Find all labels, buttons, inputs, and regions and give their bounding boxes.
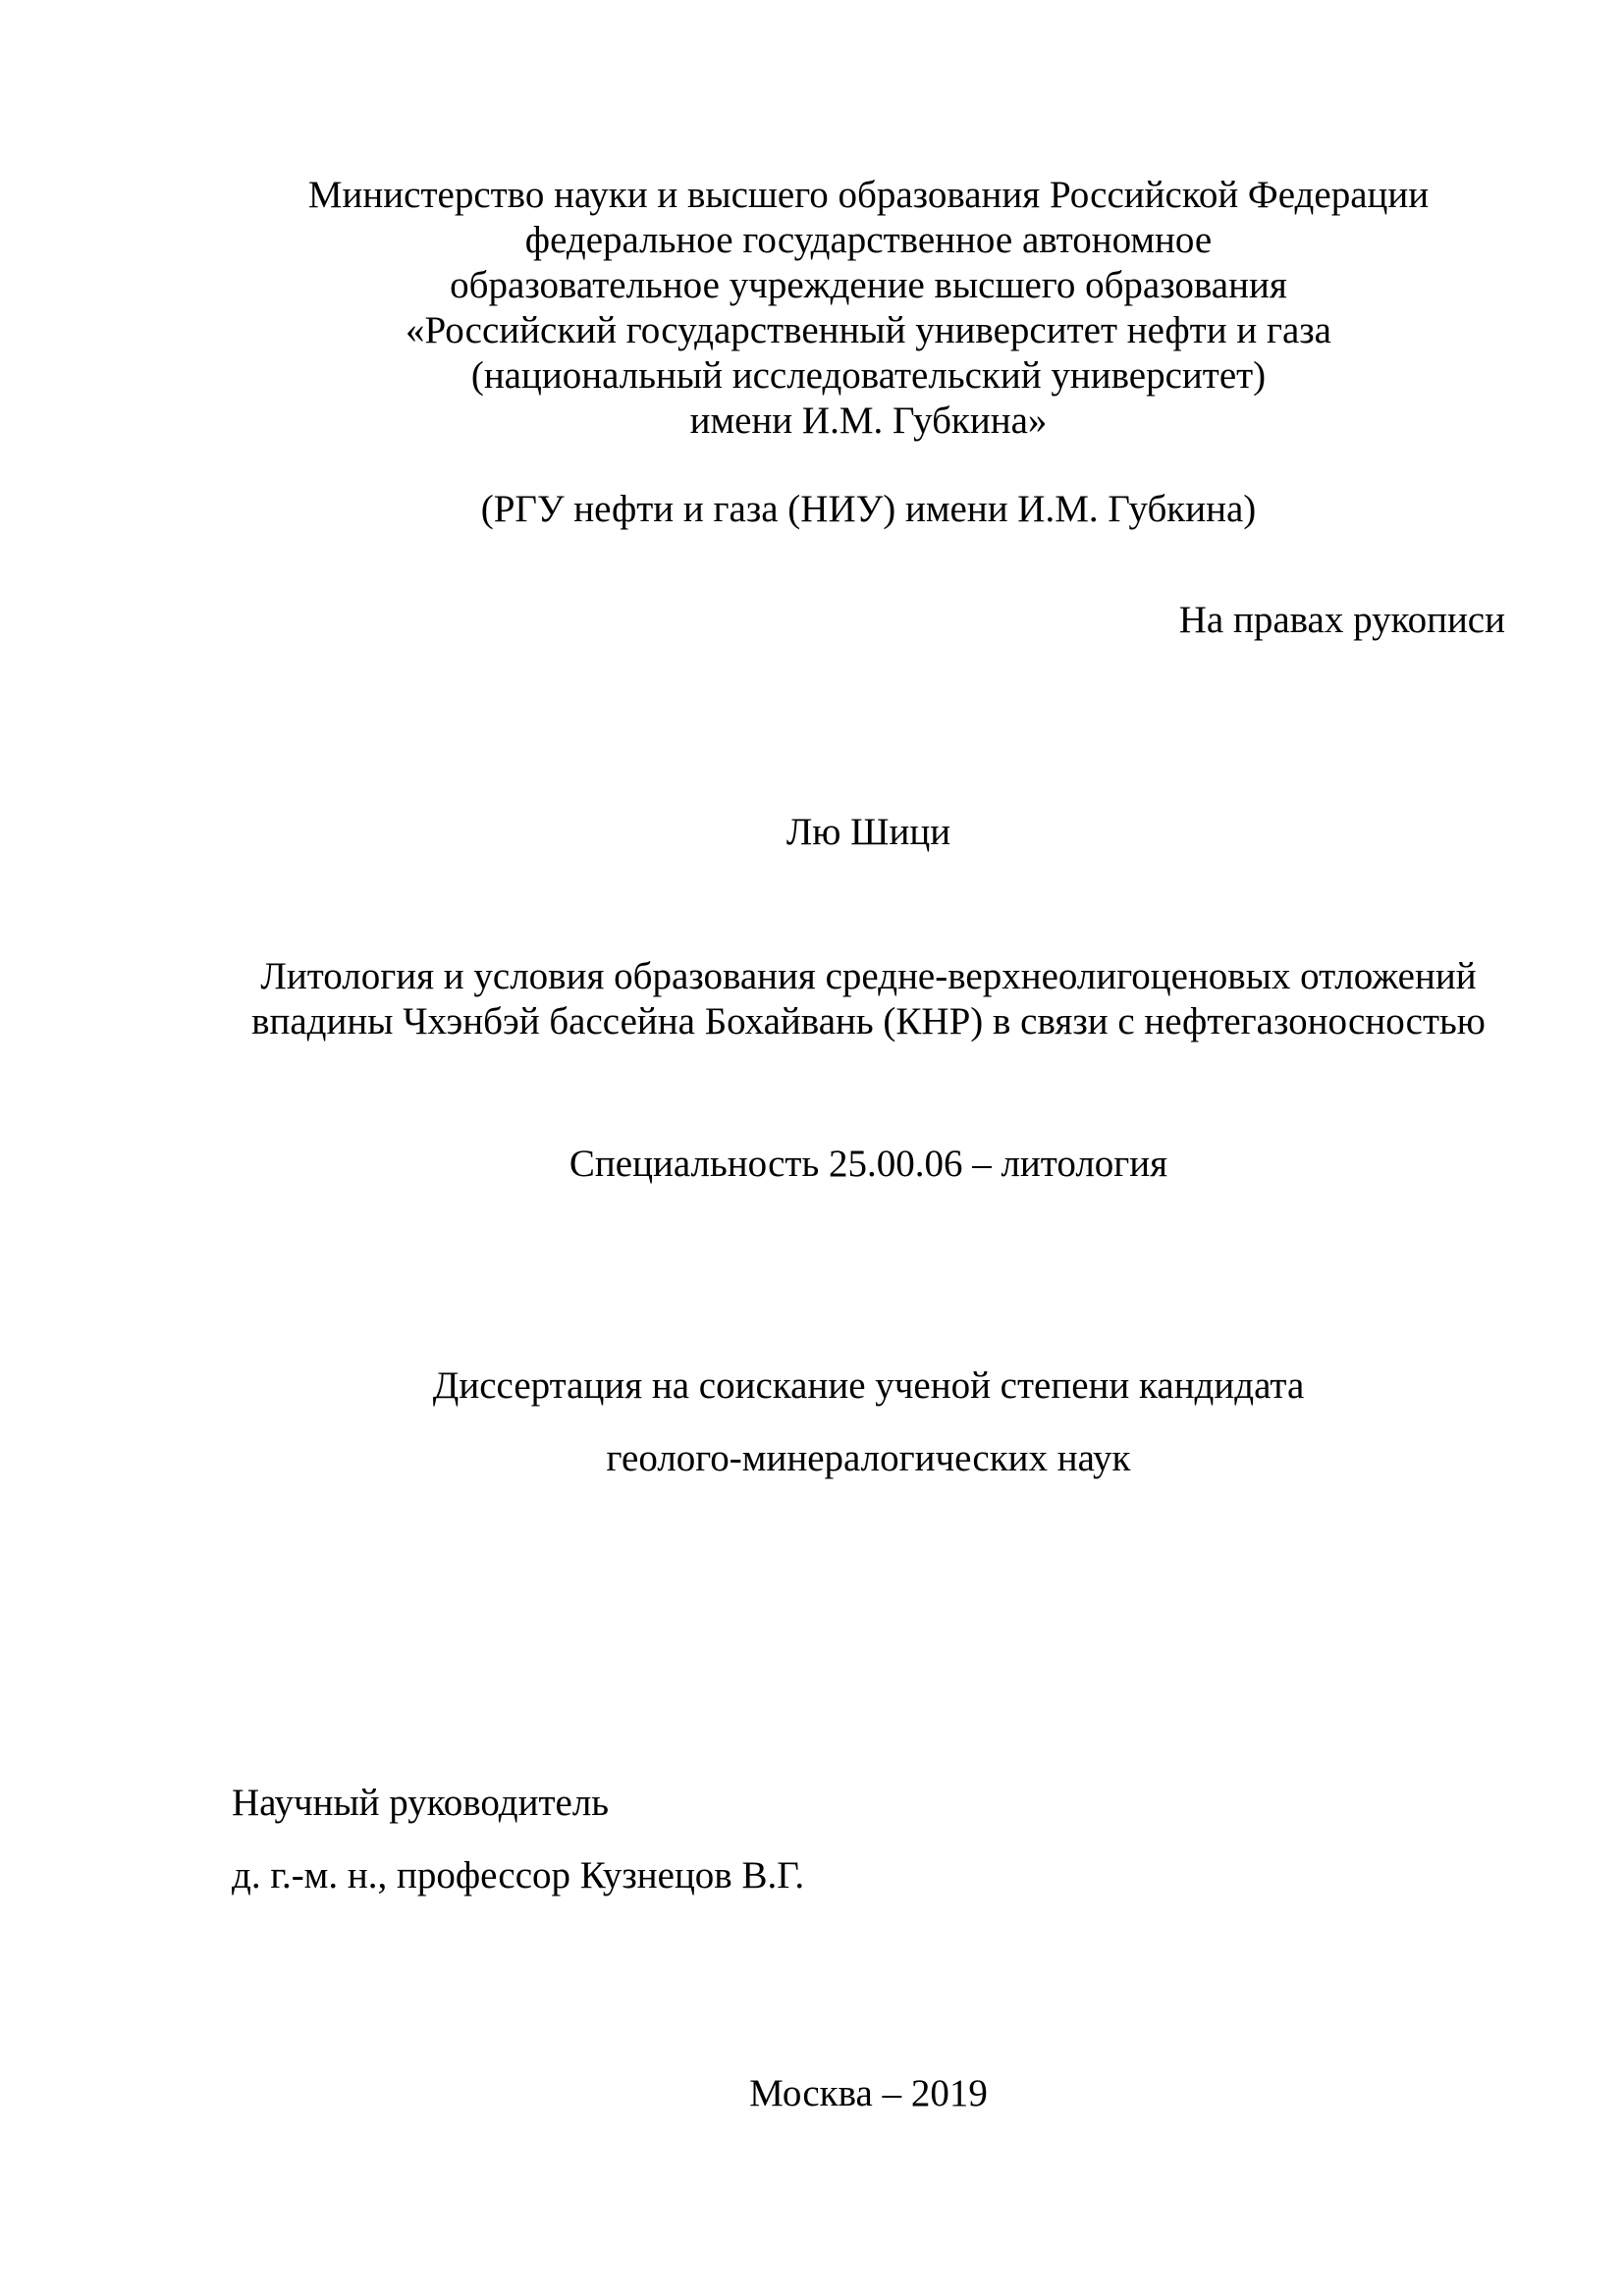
supervisor-label: Научный руководитель — [232, 1782, 610, 1824]
ministry-header — [232, 173, 1505, 444]
university-name-line: (национальный исследовательский университет) — [470, 354, 1267, 397]
specialty: Специальность 25.00.06 – литология — [568, 1143, 1168, 1185]
manuscript-note: На правах рукописи — [1178, 599, 1505, 641]
ministry-line: федеральное государственное автономное — [524, 219, 1213, 261]
ministry-line: образовательное учреждение высшего образования — [450, 264, 1287, 306]
city-year: Москва – 2019 — [749, 2072, 988, 2114]
degree-line: Диссертация на соискание ученой степени кандидата — [432, 1364, 1305, 1407]
degree-line: геолого-минералогических наук — [606, 1437, 1131, 1479]
dissertation-title-line: Литология и условия образования средне-верхнеолигоценовых отложений — [260, 955, 1477, 997]
author-name: Лю Шици — [785, 811, 951, 853]
supervisor-name: д. г.-м. н., профессор Кузнецов В.Г. — [232, 1854, 805, 1896]
university-short-name: (РГУ нефти и газа (НИУ) имени И.М. Губкина) — [480, 488, 1257, 530]
dissertation-title-line: впадины Чхэнбэй бассейна Бохайвань (КНР) в связи с нефтегазоносностью — [251, 1000, 1486, 1042]
university-name-line: «Российский государственный университет нефти и газа — [405, 309, 1331, 351]
ministry-line: Министерство науки и высшего образования Российской Федерации — [307, 174, 1430, 216]
dissertation-title — [232, 954, 1505, 1044]
university-name-line: имени И.М. Губкина» — [689, 400, 1048, 442]
